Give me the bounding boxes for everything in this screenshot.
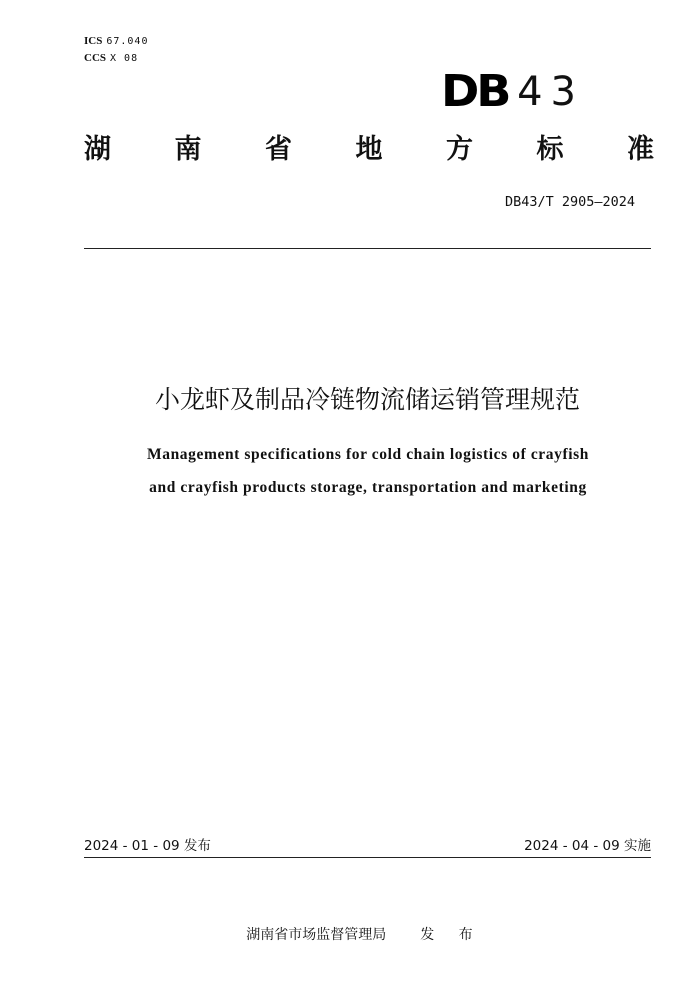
region-code: 43 [517,69,584,115]
implementation-date: 2024 - 04 - 09 实施 [524,838,651,854]
db-logo: DB [441,66,509,117]
title-english-line-2: and crayfish products storage, transportation and marketing [149,479,587,496]
publisher-line [0,905,700,945]
top-divider [84,248,651,249]
publisher-action: 发 布 [420,927,483,943]
issuer-title-char: 方 [446,134,473,165]
issuer-title-char: 地 [355,134,383,165]
bottom-divider [84,857,651,858]
issuer-title-char: 准 [627,134,654,165]
ccs-value: X 08 [110,53,139,64]
standard-number: DB43/T 2905—2024 [504,194,635,210]
ccs-label: CCS [84,52,107,64]
issue-date: 2024 - 01 - 09 发布 [84,838,211,854]
issuer-title-char: 省 [265,134,292,165]
ics-value: 67.040 [106,36,149,47]
issuer-title [84,130,654,170]
issuer-title-char: 湖 [84,134,111,165]
title-chinese: 小龙虾及制品冷链物流储运销管理规范 [154,385,580,414]
standard-mark [441,64,584,117]
issuer-title-char: 标 [536,134,564,165]
ics-line [84,33,148,50]
title-english [80,438,656,504]
publisher-org: 湖南省市场监督管理局 [246,927,387,943]
title-english-line-1: Management specifications for cold chain logistics of crayfish [146,446,590,463]
ccs-line [84,50,148,67]
ics-label: ICS [84,35,103,47]
classification-codes [84,33,148,67]
issuer-title-char: 南 [174,134,202,165]
